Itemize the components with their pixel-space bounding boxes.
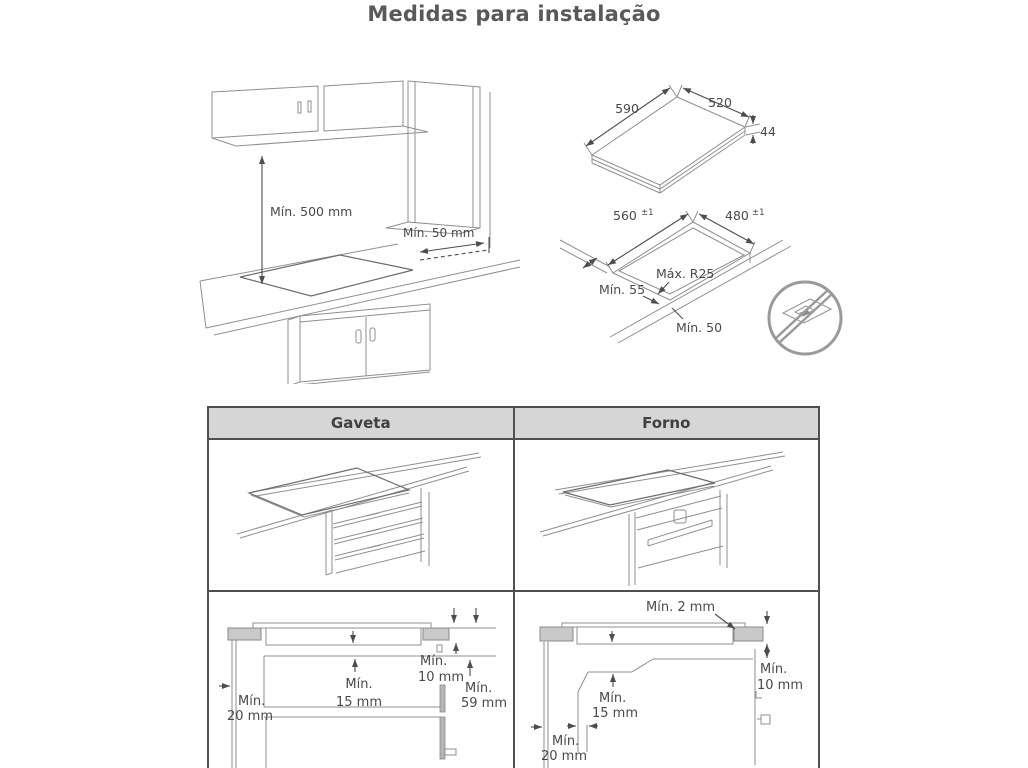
side-clearance-annotation <box>583 258 659 304</box>
counter-and-base-cabinet-drawing <box>200 244 520 384</box>
thickness-label: 44 <box>760 124 776 139</box>
min-50-rear-dimension <box>403 226 489 260</box>
gaveta-dimension-labels <box>227 654 507 724</box>
thickness-44-dimension <box>746 115 776 144</box>
table-drawings-row <box>209 440 818 592</box>
forno-min-20-line2: 20 mm <box>540 749 587 764</box>
page-title: Medidas para instalação <box>367 2 661 26</box>
gaveta-section-diagram <box>209 592 512 768</box>
gaveta-min-15-line2: 15 mm <box>335 695 383 710</box>
cutout-depth-480-dimension <box>693 208 765 253</box>
installation-table <box>207 406 820 768</box>
min-height-label: Mín. 500 mm <box>270 204 353 219</box>
forno-min-10-line2: 10 mm <box>756 678 803 693</box>
table-header-forno: Forno <box>642 414 691 432</box>
width-590-dimension <box>584 85 677 155</box>
gaveta-section-cell <box>209 592 515 768</box>
forno-isometric-drawing <box>515 440 818 590</box>
corner-radius-annotation <box>656 266 714 294</box>
clearance-diagram <box>198 76 533 384</box>
depth-520-dimension <box>677 85 750 127</box>
depth-label: 520 <box>708 95 732 110</box>
table-header-row <box>209 408 818 440</box>
forno-section-cell <box>515 592 819 768</box>
side-clearance-label: Mín. 55 <box>599 282 646 297</box>
forno-min-10-line1: Mín. <box>759 662 787 677</box>
min-rear-label: Mín. 50 mm <box>403 226 475 240</box>
cutout-depth-label: 480 <box>725 208 749 223</box>
wall-cabinets-drawing <box>212 81 490 248</box>
forno-drawing-cell <box>515 440 819 590</box>
cutout-depth-tolerance: ±1 <box>752 208 765 218</box>
gaveta-min-20-line1: Mín. <box>238 694 266 709</box>
front-clearance-annotation <box>672 308 722 335</box>
drawer-unit-drawing <box>326 488 429 575</box>
corner-radius-label: Máx. R25 <box>656 266 715 281</box>
forno-section-diagram <box>515 592 818 768</box>
no-flush-mounting-icon <box>769 282 841 354</box>
table-header-gaveta: Gaveta <box>209 408 515 438</box>
gaveta-drawing-cell <box>209 440 515 590</box>
table-sections-row <box>209 592 818 768</box>
cutout-width-560-dimension <box>606 208 693 273</box>
width-label: 590 <box>615 101 639 116</box>
oven-drawing <box>629 490 727 586</box>
gaveta-min-59-line2: 59 mm <box>461 696 508 711</box>
cutout-width-tolerance: ±1 <box>641 208 654 218</box>
min-500-dimension <box>262 156 352 284</box>
gaveta-min-15-line1: Mín. <box>345 677 373 692</box>
cooktop-dimensions-diagram <box>555 82 870 362</box>
gaveta-min-59-line1: Mín. <box>465 681 493 696</box>
gaveta-min-10-line1: Mín. <box>420 654 448 669</box>
gaveta-min-10-line2: 10 mm <box>418 670 465 685</box>
forno-min-15-line2: 15 mm <box>591 706 638 721</box>
cutout-width-label: 560 <box>613 208 637 223</box>
forno-min-2-label: Mín. 2 mm <box>645 600 715 615</box>
forno-min-20-line1: Mín. <box>551 734 579 749</box>
forno-min-15-line1: Mín. <box>598 691 626 706</box>
front-clearance-label: Mín. 50 <box>676 320 723 335</box>
gaveta-isometric-drawing <box>209 440 512 590</box>
gaveta-min-20-line2: 20 mm <box>227 709 274 724</box>
